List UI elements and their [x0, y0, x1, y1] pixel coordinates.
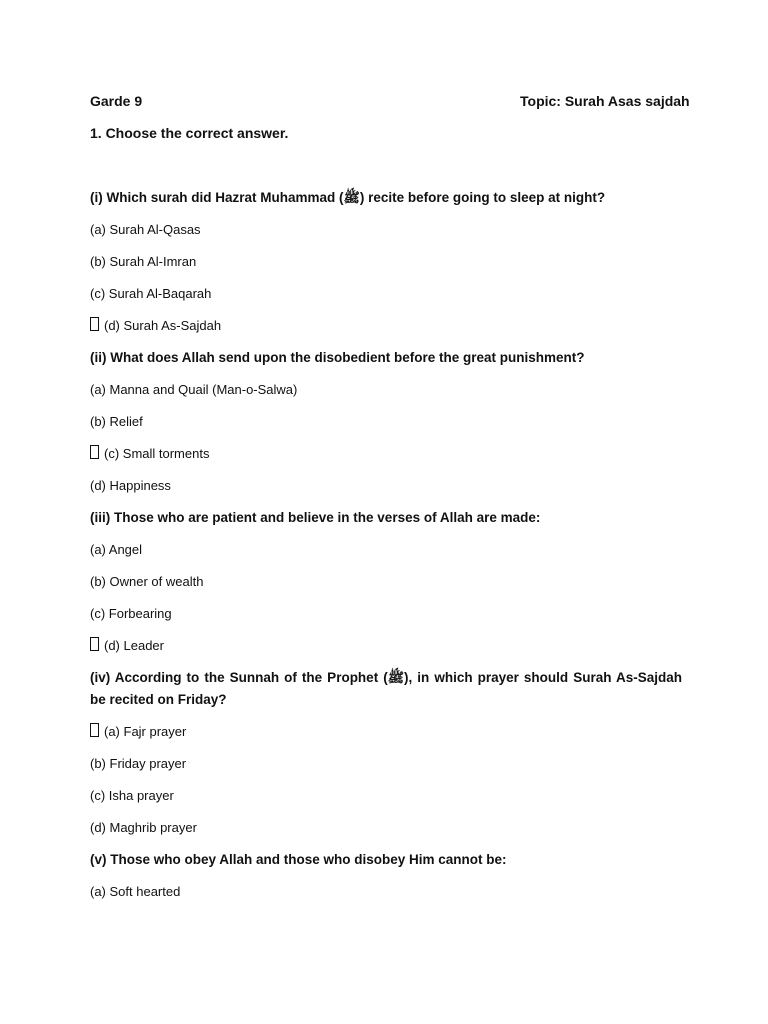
answer-mark-icon [90, 723, 99, 737]
section-instruction: 1. Choose the correct answer. [90, 125, 289, 141]
question-3-option-a: (a) Angel [90, 542, 143, 557]
question-3-option-c: (c) Forbearing [90, 606, 172, 621]
question-4-option-a-label: (a) Fajr prayer [104, 724, 187, 739]
question-1-option-b: (b) Surah Al-Imran [90, 254, 197, 269]
question-3-text: (iii) Those who are patient and believe in the verses of Allah are made: [90, 510, 541, 525]
question-4-option-a [90, 721, 690, 743]
question-4-option-b: (b) Friday prayer [90, 756, 187, 771]
topic-label: Topic: Surah Asas sajdah [520, 93, 690, 109]
grade-label: Garde 9 [90, 93, 143, 109]
question-2-option-c-label: (c) Small torments [104, 446, 210, 461]
question-5-option-a: (a) Soft hearted [90, 884, 181, 899]
answer-mark-icon [90, 637, 99, 651]
question-1-option-c: (c) Surah Al-Baqarah [90, 286, 212, 301]
question-3-option-b: (b) Owner of wealth [90, 574, 204, 589]
question-2-option-d: (d) Happiness [90, 478, 171, 493]
question-2-option-b: (b) Relief [90, 414, 143, 429]
question-2-option-a: (a) Manna and Quail (Man-o-Salwa) [90, 382, 298, 397]
question-3-option-d [90, 635, 690, 657]
answer-mark-icon [90, 317, 99, 331]
question-1-option-d [90, 315, 690, 337]
question-4-option-c: (c) Isha prayer [90, 788, 174, 803]
question-2-option-c [90, 443, 690, 465]
question-2-text: (ii) What does Allah send upon the disobedient before the great punishment? [90, 350, 585, 365]
question-3-option-d-label: (d) Leader [104, 638, 164, 653]
answer-mark-icon [90, 445, 99, 459]
question-1-option-a: (a) Surah Al-Qasas [90, 222, 201, 237]
question-1-option-d-label: (d) Surah As-Sajdah [104, 318, 222, 333]
question-1-text: (i) Which surah did Hazrat Muhammad (ﷺ) recite before going to sleep at night? [90, 190, 606, 205]
question-5-text: (v) Those who obey Allah and those who disobey Him cannot be: [90, 852, 507, 867]
question-4-text: (iv) According to the Sunnah of the Prophet (ﷺ), in which prayer should Surah As-Sajdah be recited on Friday? [90, 670, 682, 707]
question-4-option-d: (d) Maghrib prayer [90, 820, 197, 835]
